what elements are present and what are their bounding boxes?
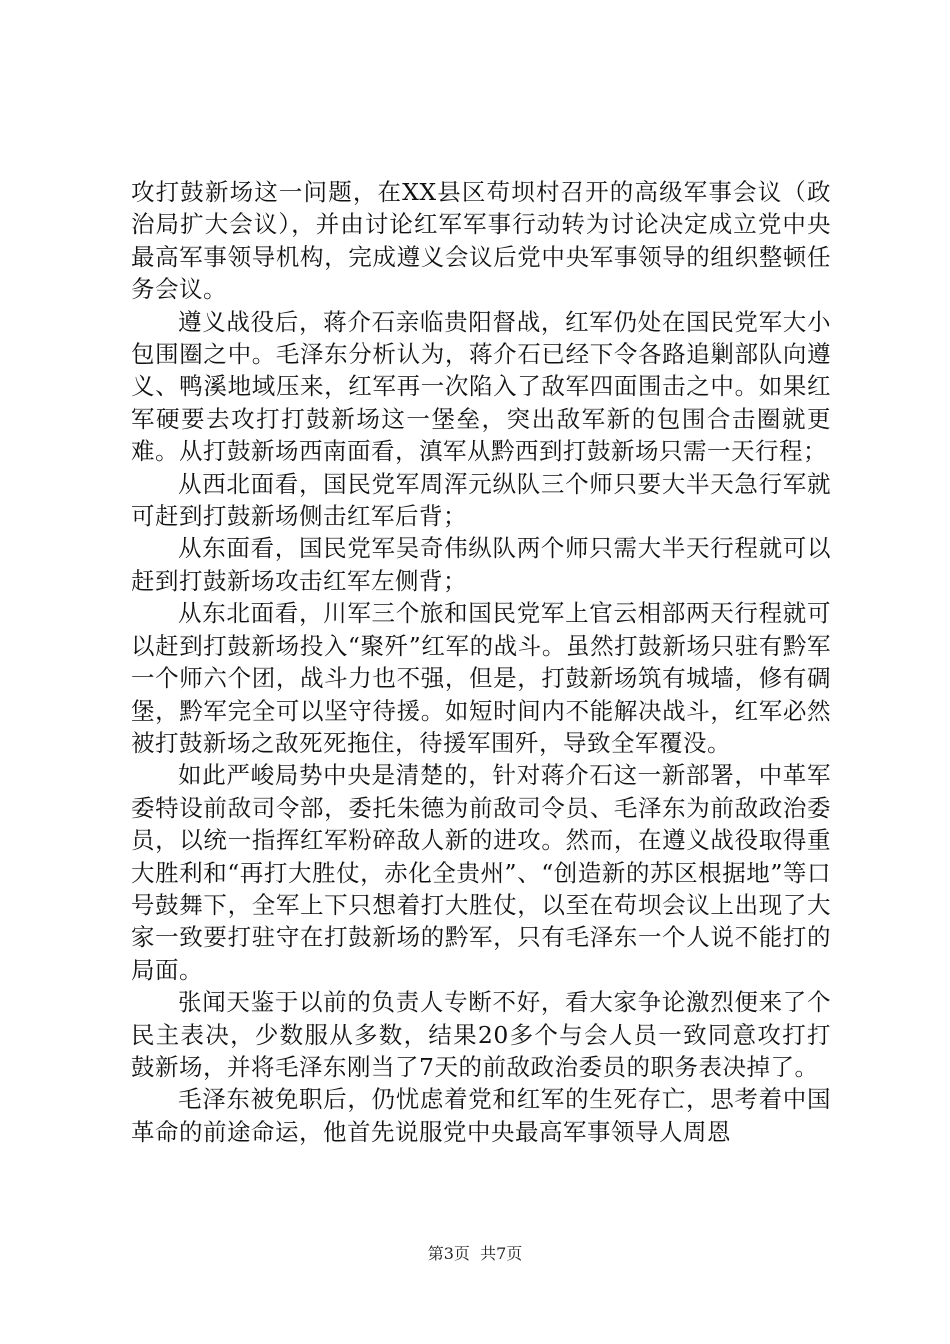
- page-number: 第3页: [427, 1244, 470, 1263]
- document-body: [131, 176, 831, 1148]
- page-total: 共7页: [480, 1244, 523, 1263]
- paragraph-dismissal: 毛泽东被免职后，仍忧虑着党和红军的生死存亡，思考着中国革命的前途命运，他首先说服党中央最高军事领导人周恩: [131, 1085, 831, 1146]
- paragraph-northwest: 从西北面看，国民党军周浑元纵队三个师只要大半天急行军就可赶到打鼓新场侧击红军后背；: [131, 469, 831, 531]
- page-footer: [0, 1244, 950, 1264]
- paragraph-vote: 张闻天鉴于以前的负责人专断不好，看大家争论激烈便来了个民主表决，少数服从多数，结果20多个与会人员一致同意攻打打鼓新场，并将毛泽东刚当了7天的前敌政治委员的职务表决掉了。: [131, 988, 831, 1081]
- paragraph-northeast: 从东北面看，川军三个旅和国民党军上官云相部两天行程就可以赶到打鼓新场投入“聚歼”红军的战斗。虽然打鼓新场只驻有黔军一个师六个团，战斗力也不强，但是，打鼓新场筑有城墙，修有碉堡，黔军完全可以坚守待援。如短时间内不能解决战斗，红军必然被打鼓新场之敌死死拖住，待援军围歼，导致全军覆没。: [131, 599, 831, 757]
- footer-spacer: [470, 1244, 480, 1263]
- paragraph-continuation: 攻打鼓新场这一问题，在XX县区苟坝村召开的高级军事会议（政治局扩大会议），并由讨论红军军事行动转为讨论决定成立党中央最高军事领导机构，完成遵义会议后党中央军事领导的组织整顿任务会议。: [131, 178, 831, 304]
- paragraph-severe-situation: 如此严峻局势中央是清楚的，针对蒋介石这一新部署，中革军委特设前敌司令部，委托朱德为前敌司令员、毛泽东为前敌政治委员，以统一指挥红军粉碎敌人新的进攻。然而，在遵义战役取得重大胜利和“再打大胜仗，赤化全贵州”、“创造新的苏区根据地”等口号鼓舞下，全军上下只想着打大胜仗，以至在苟坝会议上出现了大家一致要打驻守在打鼓新场的黔军，只有毛泽东一个人说不能打的局面。: [131, 761, 831, 984]
- paragraph-east: 从东面看，国民党军吴奇伟纵队两个师只需大半天行程就可以赶到打鼓新场攻击红军左侧背；: [131, 534, 831, 595]
- paragraph-zunyi-campaign: 遵义战役后，蒋介石亲临贵阳督战，红军仍处在国民党军大小包围圈之中。毛泽东分析认为，蒋介石已经下令各路追剿部队向遵义、鸭溪地域压来，红军再一次陷入了敌军四面围击之中。如果红军硬要去攻打打鼓新场这一堡垒，突出敌军新的包围合击圈就更难。从打鼓新场西南面看，滇军从黔西到打鼓新场只需一天行程；: [131, 307, 831, 466]
